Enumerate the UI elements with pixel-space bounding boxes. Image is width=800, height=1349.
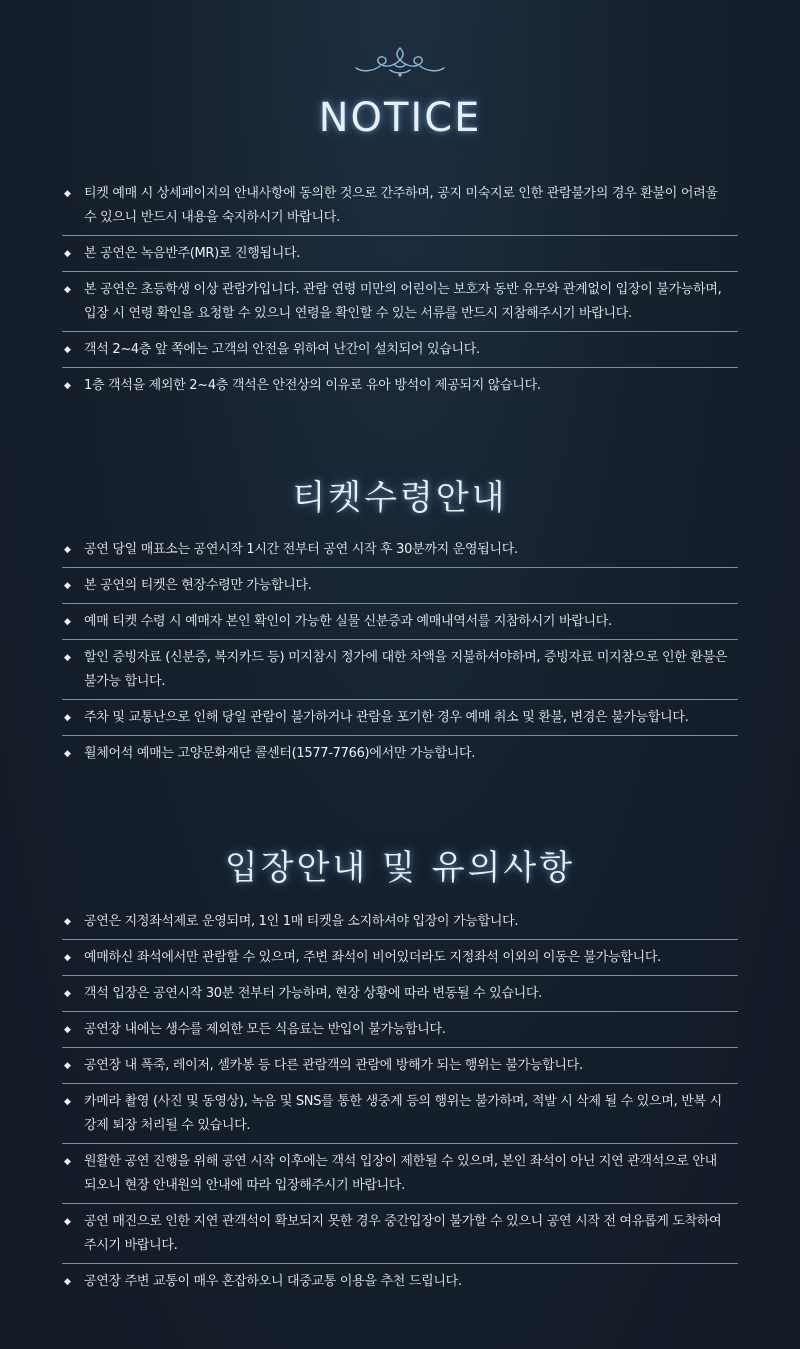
entry-title: 입장안내 및 유의사항 bbox=[224, 848, 576, 888]
diamond-bullet-icon: ◆ bbox=[64, 545, 71, 555]
ticket-item-text: 공연 당일 매표소는 공연시작 1시간 전부터 공연 시작 후 30분까지 운영됩니다. bbox=[84, 542, 518, 557]
notice-item-text: 티켓 예매 시 상세페이지의 안내사항에 동의한 것으로 간주하며, 공지 미숙지로 인한 관람불가의 경우 환불이 어려울 수 있으니 반드시 내용을 숙지하시기 바랍니다. bbox=[84, 186, 718, 225]
diamond-bullet-icon: ◆ bbox=[64, 749, 71, 759]
notice-title: NOTICE bbox=[318, 95, 482, 141]
diamond-bullet-icon: ◆ bbox=[64, 581, 71, 591]
entry-item-text: 공연 매진으로 인한 지연 관객석이 확보되지 못한 경우 중간입장이 불가할 수 있으니 공연 시작 전 여유롭게 도착하여 주시기 바랍니다. bbox=[84, 1214, 722, 1253]
entry-item-text: 공연장 내에는 생수를 제외한 모든 식음료는 반입이 불가능합니다. bbox=[84, 1022, 446, 1037]
ticket-item-text: 할인 증빙자료 (신분증, 복지카드 등) 미지참시 정가에 대한 차액을 지불하셔야하며, 증빙자료 미지참으로 인한 환불은 불가능 합니다. bbox=[84, 650, 728, 689]
list-item bbox=[62, 1012, 738, 1048]
list-item bbox=[62, 1204, 738, 1264]
diamond-bullet-icon: ◆ bbox=[64, 345, 71, 355]
ticket-list bbox=[62, 532, 738, 772]
diamond-bullet-icon: ◆ bbox=[64, 381, 71, 391]
diamond-bullet-icon: ◆ bbox=[64, 653, 71, 663]
list-item bbox=[62, 640, 738, 700]
list-item bbox=[62, 1264, 738, 1300]
diamond-bullet-icon: ◆ bbox=[64, 953, 71, 963]
ticket-item-text: 휠체어석 예매는 고양문화재단 콜센터(1577-7766)에서만 가능합니다. bbox=[84, 746, 476, 761]
list-item bbox=[62, 604, 738, 640]
ticket-item-text: 주차 및 교통난으로 인해 당일 관람이 불가하거나 관람을 포기한 경우 예매 취소 및 환불, 변경은 불가능합니다. bbox=[84, 710, 689, 725]
list-item bbox=[62, 568, 738, 604]
entry-item-text: 공연은 지정좌석제로 운영되며, 1인 1매 티켓을 소지하셔야 입장이 가능합니다. bbox=[84, 914, 519, 929]
ticket-title: 티켓수령안내 bbox=[292, 478, 508, 518]
diamond-bullet-icon: ◆ bbox=[64, 1025, 71, 1035]
diamond-bullet-icon: ◆ bbox=[64, 989, 71, 999]
diamond-bullet-icon: ◆ bbox=[64, 285, 71, 295]
flourish-ornament-icon bbox=[350, 44, 450, 84]
entry-item-text: 객석 입장은 공연시작 30분 전부터 가능하며, 현장 상황에 따라 변동될 수 있습니다. bbox=[84, 986, 543, 1001]
list-item bbox=[62, 1048, 738, 1084]
entry-item-text: 예매하신 좌석에서만 관람할 수 있으며, 주변 좌석이 비어있더라도 지정좌석 이외의 이동은 불가능합니다. bbox=[84, 950, 661, 965]
entry-item-text: 카메라 촬영 (사진 및 동영상), 녹음 및 SNS를 통한 생중계 등의 행위는 불가하며, 적발 시 삭제 될 수 있으며, 반복 시 강제 퇴장 처리될 수 있습니다. bbox=[84, 1094, 722, 1133]
diamond-bullet-icon: ◆ bbox=[64, 1061, 71, 1071]
list-item bbox=[62, 332, 738, 368]
list-item bbox=[62, 700, 738, 736]
diamond-bullet-icon: ◆ bbox=[64, 617, 71, 627]
diamond-bullet-icon: ◆ bbox=[64, 1217, 71, 1227]
list-item bbox=[62, 272, 738, 332]
notice-list bbox=[62, 176, 738, 404]
list-item bbox=[62, 532, 738, 568]
list-item bbox=[62, 736, 738, 772]
diamond-bullet-icon: ◆ bbox=[64, 917, 71, 927]
diamond-bullet-icon: ◆ bbox=[64, 189, 71, 199]
ticket-item-text: 본 공연의 티켓은 현장수령만 가능합니다. bbox=[84, 578, 312, 593]
notice-item-text: 1층 객석을 제외한 2~4층 객석은 안전상의 이유로 유아 방석이 제공되지 않습니다. bbox=[84, 378, 541, 393]
entry-item-text: 원활한 공연 진행을 위해 공연 시작 이후에는 객석 입장이 제한될 수 있으며, 본인 좌석이 아닌 지연 관객석으로 안내되오니 현장 안내원의 안내에 따라 입장해주시기 바랍니다. bbox=[84, 1154, 717, 1193]
entry-item-text: 공연장 내 폭죽, 레이저, 셀카봉 등 다른 관람객의 관람에 방해가 되는 행위는 불가능합니다. bbox=[84, 1058, 583, 1073]
diamond-bullet-icon: ◆ bbox=[64, 1097, 71, 1107]
diamond-bullet-icon: ◆ bbox=[64, 1157, 71, 1167]
notice-item-text: 본 공연은 초등학생 이상 관람가입니다. 관람 연령 미만의 어린이는 보호자 동반 유무와 관계없이 입장이 불가능하며, 입장 시 연령 확인을 요청할 수 있으니 연령을 확인할 수 있는 서류를 반드시 지참해주시기 바랍니다. bbox=[84, 282, 722, 321]
diamond-bullet-icon: ◆ bbox=[64, 249, 71, 259]
list-item bbox=[62, 904, 738, 940]
list-item bbox=[62, 1144, 738, 1204]
notice-item-text: 본 공연은 녹음반주(MR)로 진행됩니다. bbox=[84, 246, 301, 261]
list-item bbox=[62, 176, 738, 236]
ticket-item-text: 예매 티켓 수령 시 예매자 본인 확인이 가능한 실물 신분증과 예매내역서를 지참하시기 바랍니다. bbox=[84, 614, 612, 629]
list-item bbox=[62, 1084, 738, 1144]
list-item bbox=[62, 976, 738, 1012]
diamond-bullet-icon: ◆ bbox=[64, 713, 71, 723]
list-item bbox=[62, 940, 738, 976]
entry-list bbox=[62, 904, 738, 1300]
list-item bbox=[62, 368, 738, 404]
entry-item-text: 공연장 주변 교통이 매우 혼잡하오니 대중교통 이용을 추천 드립니다. bbox=[84, 1274, 462, 1289]
diamond-bullet-icon: ◆ bbox=[64, 1277, 71, 1287]
notice-item-text: 객석 2~4층 앞 쪽에는 고객의 안전을 위하여 난간이 설치되어 있습니다. bbox=[84, 342, 480, 357]
list-item bbox=[62, 236, 738, 272]
